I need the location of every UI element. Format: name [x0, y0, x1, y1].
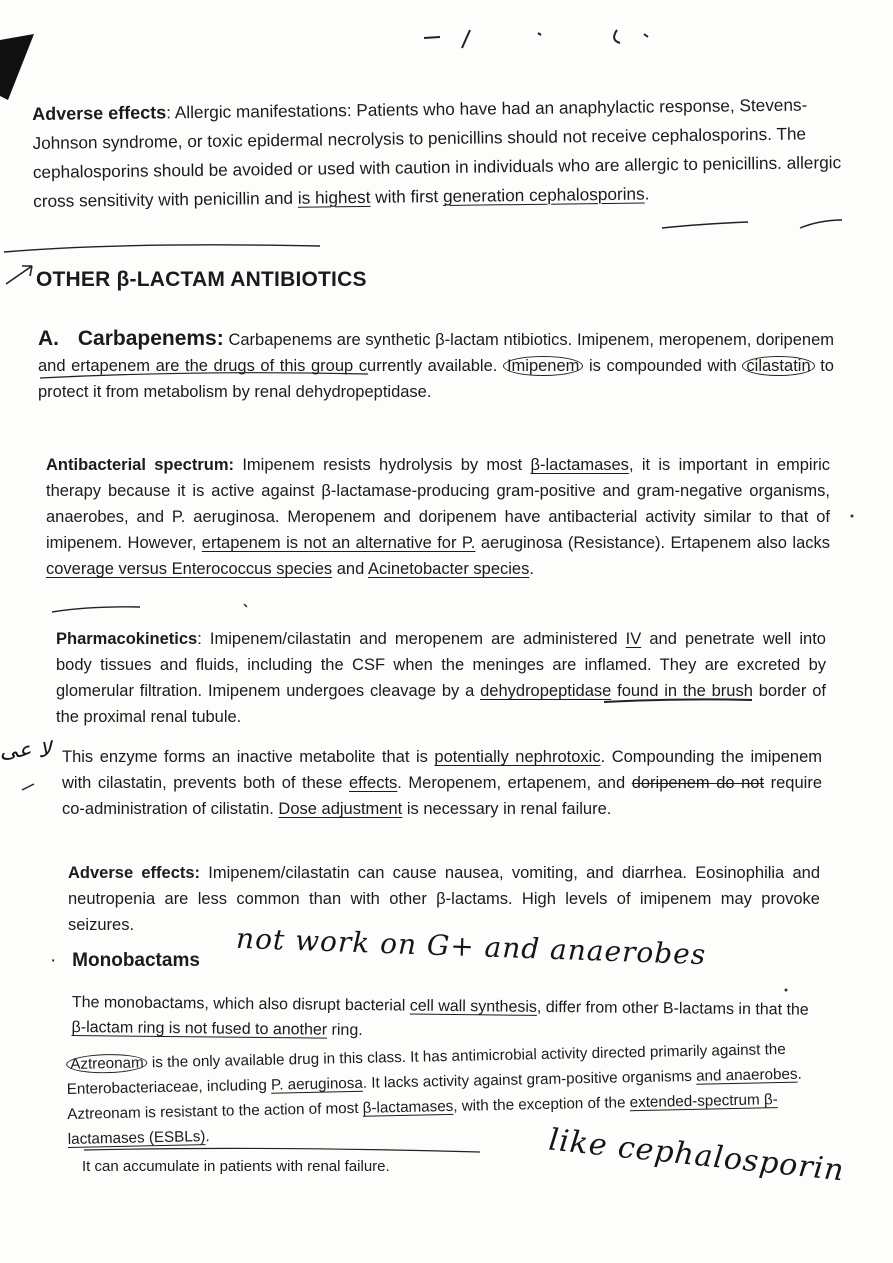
underlined-text: dehydropeptidase: [480, 682, 612, 700]
struck-text: doripenem do not: [631, 774, 765, 792]
underlined-text: ertapenem is not an alternative for P.: [201, 534, 476, 552]
text: This enzyme forms an inactive metabolite that is: [62, 748, 435, 766]
text: .: [644, 183, 650, 204]
colon: :: [166, 102, 172, 123]
text: , it is important in empiric therapy because it is active against β-lactamase-producing gram-positive and gram-negative organisms, anaerobes, and P. aeruginosa. Meropenem and doripenem have antibacterial activity similar to that of imipenem. However,: [46, 456, 830, 552]
top-scribble: [424, 30, 648, 48]
separator-line: [4, 245, 320, 252]
pharmacokinetics-label: Pharmacokinetics: [56, 630, 198, 648]
margin-note: لا عى: [0, 738, 52, 763]
text: . Meropenem, ertapenem, and: [397, 774, 632, 792]
margin-tick: [22, 784, 34, 790]
text: . It lacks activity against gram-positive organisms: [362, 1067, 697, 1092]
hand-underline-2: [662, 220, 842, 228]
underlined-text: is highest: [297, 186, 371, 208]
text: to protect it from metabolism by renal dehydropeptidase.: [38, 357, 834, 401]
stray-dot: [785, 989, 788, 992]
adverse-effects-label-2: Adverse effects:: [68, 864, 201, 882]
carbapenems-heading: Carbapenems:: [77, 327, 224, 350]
circled-aztreonam: Aztreonam: [66, 1053, 148, 1074]
underlined-text: β-lactamases: [530, 456, 629, 474]
handnote-monobactams: not work on G+ and anaerobes: [235, 921, 707, 972]
underlined-text: coverage versus Enterococcus species: [46, 560, 333, 578]
renal-failure-line: It can accumulate in patients with renal failure.: [82, 1158, 390, 1175]
text: . Aztreonam is resistant to the action of most: [67, 1065, 802, 1123]
hand-underline-3: [52, 604, 247, 612]
text: Imipenem/cilastatin can cause nausea, vomiting, and diarrhea. Eosinophilia and neutropenia are less common than with other β-lactams. High levels of imipenem may provoke seizures.: [68, 864, 821, 934]
bullet: ·: [50, 950, 57, 971]
text: , differ from other B-lactams in that the: [536, 998, 809, 1019]
carbapenems-paragraph: [38, 326, 834, 405]
circled-cilastatin: cilastatin: [742, 356, 814, 376]
adverse-effects-carbapenems: [68, 860, 820, 938]
underlined-text: cell wall synthesis: [409, 997, 538, 1016]
nephrotoxic-paragraph: [62, 744, 822, 822]
underlined-text: and anaerobes: [695, 1065, 798, 1085]
pharmacokinetics-paragraph: [56, 626, 826, 730]
underlined-text: effects: [348, 774, 398, 792]
aztreonam-paragraph: [66, 1036, 818, 1152]
underlined-text: extended-spectrum β-lactamases (ESBLs): [67, 1091, 778, 1148]
handnote-cephalosporin: like cephalosporin: [546, 1122, 847, 1189]
text: found in the brush border of the proximal renal tubule.: [56, 682, 826, 726]
text: , with the exception of the: [453, 1094, 630, 1115]
text: Imipenem resists hydrolysis by most: [234, 456, 531, 474]
underlined-text: potentially nephrotoxic: [434, 748, 601, 766]
text: Carbapenems are synthetic β-lactam ntibiotics. Imipenem,: [223, 331, 659, 349]
text: meropenem, doripenem and ertapenem: [38, 331, 834, 375]
underlined-text: β-lactam ring is not fused to another: [71, 1018, 328, 1039]
section-letter: A.: [38, 327, 59, 350]
text: aeruginosa (Resistance). Ertapenem also lacks: [475, 534, 830, 552]
text: .: [205, 1128, 210, 1146]
underlined-text: Dose adjustment: [278, 800, 403, 818]
underlined-text: P. aeruginosa: [270, 1074, 363, 1094]
underlined-text: generation cephalosporins: [442, 183, 645, 206]
antibacterial-spectrum-paragraph: [46, 452, 830, 582]
text: is compounded with: [583, 357, 743, 375]
text: Allergic manifestations: Patients who have had an anaphylactic response, Stevens-Johnson syndrome, or toxic epidermal necrolysis to penicillins should not receive cephalosporins. The cephalosporins should be avoided or used with caution in individuals who are allergic to penicillins. allergic cross sensitivity with penicillin and: [32, 94, 842, 211]
stray-dot: [851, 515, 854, 518]
underlined-text: IV: [625, 630, 642, 648]
text: and penetrate well into body tissues and fluids, including the CSF when the meninges are inflamed. They are excreted by glomerular filtration. Imipenem undergoes cleavage by a: [56, 630, 826, 700]
text: with first: [370, 185, 444, 207]
text: are the drugs of this group currently available.: [150, 357, 503, 375]
text: is necessary in renal failure.: [402, 800, 612, 818]
text: : Imipenem/cilastatin and meropenem are administered: [197, 630, 626, 648]
text: . Compounding the imipenem with cilastatin, prevents both of these: [62, 748, 823, 792]
text: The monobactams, which also disrupt bacterial: [71, 993, 410, 1015]
text: ring.: [327, 1021, 363, 1040]
circled-imipenem: Imipenem: [503, 356, 583, 376]
antibacterial-spectrum-label: Antibacterial spectrum:: [46, 456, 235, 474]
underlined-text: β-lactamases: [362, 1097, 454, 1117]
section-title: OTHER β-LACTAM ANTIBIOTICS: [36, 268, 367, 291]
adverse-effects-label: Adverse effects: [32, 102, 167, 124]
arrow-mark: [6, 266, 32, 284]
adverse-effects-cephalosporins: [32, 90, 845, 216]
text: and: [332, 560, 368, 578]
underlined-text: Acinetobacter species: [367, 560, 530, 578]
text: is the only available drug in this class. It has antimicrobial activity directed primarily against the Enterobacteriaceae, including: [66, 1040, 786, 1098]
monobactams-heading: Monobactams: [72, 950, 200, 971]
corner-smudge: [0, 34, 34, 100]
text: require co-administration of cilistatin.: [62, 774, 822, 818]
text: .: [529, 560, 534, 578]
